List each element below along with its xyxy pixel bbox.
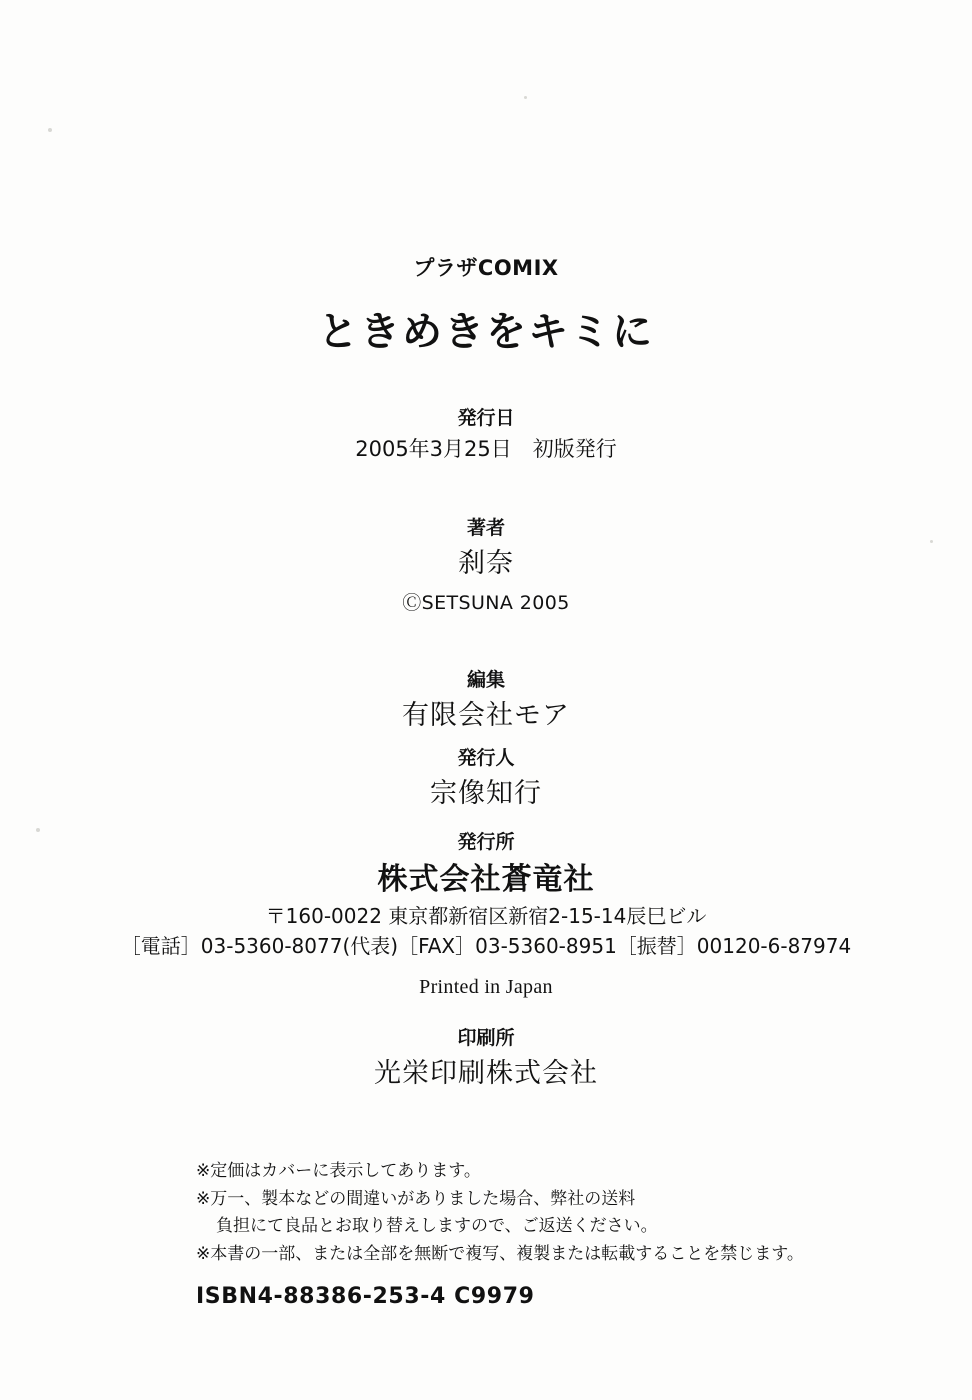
printer-label: 印刷所 — [457, 1027, 515, 1049]
notes-block — [196, 1158, 816, 1268]
publisher-block — [0, 830, 972, 961]
printer-name: 光栄印刷株式会社 — [374, 1057, 598, 1089]
publisher-person-block — [0, 746, 972, 812]
publication-date-block — [0, 406, 972, 464]
publication-date-value: 2005年3月25日 初版発行 — [355, 436, 617, 461]
publisher-label: 発行所 — [457, 831, 515, 853]
note-line: ※本書の一部、または全部を無断で複写、複製または転載することを禁じます。 — [196, 1243, 804, 1264]
scan-speckle — [524, 96, 527, 99]
printer-block — [0, 1026, 972, 1092]
author-name: 刹奈 — [458, 547, 514, 579]
scan-speckle — [48, 128, 52, 132]
publisher-name: 株式会社蒼竜社 — [377, 861, 595, 897]
note-line: 負担にて良品とお取り替えしますので、ご返送ください。 — [216, 1216, 658, 1237]
editor-block — [0, 668, 972, 734]
page-title: ときめきをキミに — [318, 309, 654, 355]
editor-label: 編集 — [466, 669, 505, 691]
publisher-person-name: 宗像知行 — [430, 777, 542, 809]
author-label: 著者 — [466, 517, 505, 539]
publisher-contact: ［電話］03-5360-8077(代表)［FAX］03-5360-8951［振替］00120-6-87974 — [120, 933, 852, 958]
author-block — [0, 516, 972, 615]
editor-name: 有限会社モア — [402, 699, 570, 731]
isbn-code: ISBN4-88386-253-4 C9979 — [196, 1284, 535, 1309]
publisher-person-label: 発行人 — [457, 747, 515, 769]
printed-in-block — [0, 976, 972, 999]
publication-date-label: 発行日 — [457, 407, 515, 429]
printed-in-text: Printed in Japan — [419, 976, 553, 998]
note-line: ※定価はカバーに表示してあります。 — [196, 1161, 481, 1181]
publisher-address: 〒160-0022 東京都新宿区新宿2-15-14辰巳ビル — [265, 903, 707, 928]
note-line: ※万一、製本などの間違いがありました場合、弊社の送料 — [196, 1188, 636, 1209]
imprint-label: プラザCOMIX — [413, 256, 559, 280]
copyright-notice: ⒸSETSUNA 2005 — [402, 592, 570, 615]
